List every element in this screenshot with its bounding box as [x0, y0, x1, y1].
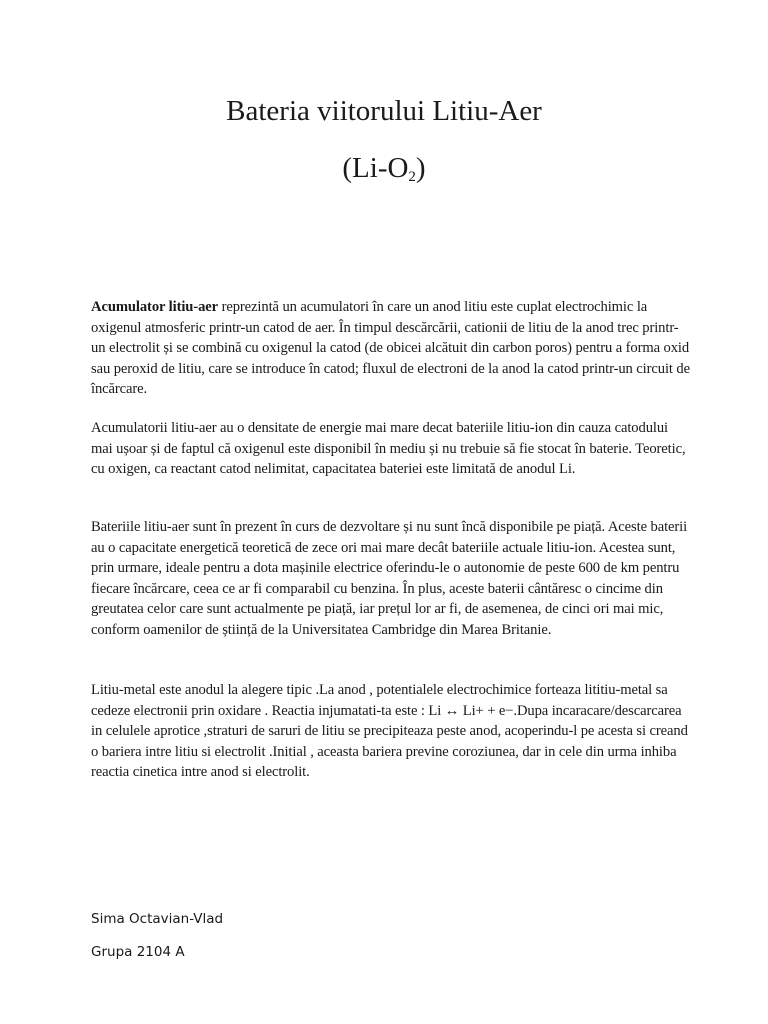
- paragraph-1-text: reprezintă un acumulatori în care un anod litiu este cuplat electrochimic la oxigenul atmosferic printr-un catod de aer. În timpul descărcării, cationii de litiu de la anod trec printr-un electrolit și se combină cu oxigenul la catod (de obicei alcătuit din carbon poros) pentru a forma oxid sau peroxid de litiu, care se introduce în catod; fluxul de electroni de la anod la catod printr-un circuit de încărcare.: [91, 299, 690, 397]
- paragraph-1: [91, 297, 691, 400]
- document-subtitle-formula: [0, 151, 768, 185]
- paragraph-4: Litiu-metal este anodul la alegere tipic .La anod , potentialele electrochimice forteaza lititiu-metal sa cedeze electronii prin oxidare . Reactia injumatati-ta este : Li ↔ Li+ + e−.Dupa incaracare/descarcarea in celulele aprotice ,straturi de saruri de litiu se precipiteaza peste anod, acoperindu-l pe acesta si creand o bariera intre litiu si electrolit .Initial , aceasta bariera previne coroziunea, dar in cele din urma inhiba reactia cinetica intre anod si electrolit.: [91, 682, 688, 780]
- document-title: Bateria viitorului Litiu-Aer: [226, 95, 542, 127]
- author-group: Grupa 2104 A: [91, 944, 185, 960]
- paragraph-1-lead-term: Acumulator litiu-aer: [91, 299, 219, 315]
- author-name: Sima Octavian-Vlad: [91, 911, 224, 927]
- formula-prefix: (Li-O: [342, 152, 409, 184]
- paragraph-3: Bateriile litiu-aer sunt în prezent în curs de dezvoltare și nu sunt încă disponibile pe piață. Aceste baterii au o capacitate energetică teoretică de zece ori mai mare decât bateriile actuale litiu-ion. Acestea sunt, prin urmare, ideale pentru a dota mașinile electrice oferindu-le o autonomie de peste 600 de km pentru fiecare încărcare, ceea ce ar fi comparabil cu benzina. În plus, aceste baterii cântăresc o cincime din greutatea celor care sunt actualmente pe piață, iar prețul lor ar fi, de asemenea, de cinci ori mai mic, conform oamenilor de știință de la Universitatea Cambridge din Marea Britanie.: [91, 519, 688, 638]
- formula-subscript: 2: [408, 169, 416, 185]
- paragraph-2: Acumulatorii litiu-aer au o densitate de energie mai mare decat bateriile litiu-ion din cauza catodului mai ușoar și de faptul că oxigenul este disponibil în mediu și nu trebuie să fie stocat în baterie. Teoretic, cu oxigen, ca reactant catod nelimitat, capacitatea bateriei este limitată de anodul Li.: [91, 420, 686, 477]
- formula-suffix: ): [415, 152, 426, 184]
